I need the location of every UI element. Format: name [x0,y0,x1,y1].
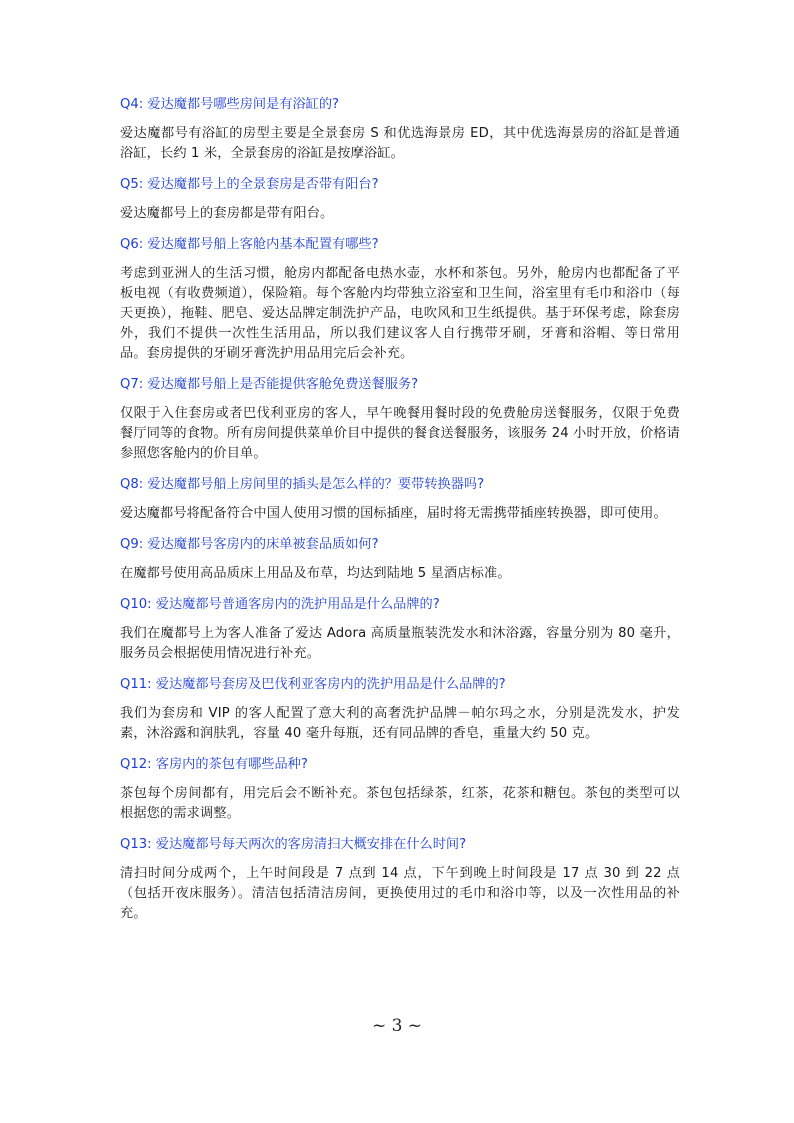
page-number: ~ 3 ~ [371,1016,423,1036]
faq-question: Q8: 爱达魔都号船上房间里的插头是怎么样的？要带转换器吗? [120,477,485,492]
faq-section [120,95,680,935]
faq-item-q4 [120,95,680,164]
faq-question: Q13: 爱达魔都号每天两次的客房清扫大概安排在什么时间? [120,837,467,852]
faq-question: Q4: 爱达魔都号哪些房间是有浴缸的? [120,97,340,112]
faq-item-q13 [120,835,680,924]
faq-answer: 考虑到亚洲人的生活习惯，舱房内都配备电热水壶，水杯和茶包。另外，舱房内也都配备了平板电视（有收费频道），保险箱。每个客舱内均带独立浴室和卫生间，浴室里有毛巾和浴巾（每天更换），拖鞋、肥皂、爱达品牌定制洗护产品，电吹风和卫生纸提供。基于环保考虑，除套房外，我们不提供一次性生活用品，所以我们建议客人自行携带牙刷，牙膏和浴帽、等日常用品。套房提供的牙刷牙膏洗护用品用完后会补充。 [120,266,680,361]
faq-answer: 清扫时间分成两个，上午时间段是 7 点到 14 点，下午到晚上时间段是 17 点 30 到 22 点（包括开夜床服务）。清洁包括清洁房间，更换使用过的毛巾和浴巾等，以及一次性用品的补充。 [120,866,680,921]
faq-question: Q5: 爱达魔都号上的全景套房是否带有阳台? [120,177,379,192]
faq-question: Q11: 爱达魔都号套房及巴伐利亚客房内的洗护用品是什么品牌的? [120,677,506,692]
faq-answer: 我们在魔都号上为客人准备了爱达 Adora 高质量瓶装洗发水和沐浴露，容量分别为 80 毫升，服务员会根据使用情况进行补充。 [120,626,680,661]
faq-question: Q12: 客房内的茶包有哪些品种? [120,757,308,772]
faq-answer: 爱达魔都号将配备符合中国人使用习惯的国标插座，届时将无需携带插座转换器，即可使用。 [120,506,667,521]
faq-question: Q9: 爱达魔都号客房内的床单被套品质如何? [120,537,379,552]
faq-item-q10 [120,595,680,664]
faq-item-q6 [120,235,680,364]
faq-answer: 爱达魔都号有浴缸的房型主要是全景套房 S 和优选海景房 ED，其中优选海景房的浴缸是普通浴缸，长约 1 米，全景套房的浴缸是按摩浴缸。 [120,126,680,161]
faq-item-q7 [120,375,680,464]
faq-answer: 爱达魔都号上的套房都是带有阳台。 [120,206,334,221]
faq-item-q11 [120,675,680,744]
faq-item-q9 [120,535,680,584]
faq-question: Q6: 爱达魔都号船上客舱内基本配置有哪些? [120,237,379,252]
faq-answer: 茶包每个房间都有，用完后会不断补充。茶包包括绿茶，红茶，花茶和糖包。茶包的类型可以根据您的需求调整。 [120,786,680,821]
faq-item-q8 [120,475,680,524]
faq-answer: 仅限于入住套房或者巴伐利亚房的客人，早午晚餐用餐时段的免费舱房送餐服务，仅限于免费餐厅同等的食物。所有房间提供菜单价目中提供的餐食送餐服务，该服务 24 小时开放，价格请参照您客舱内的价目单。 [120,406,680,461]
faq-answer: 我们为套房和 VIP 的客人配置了意大利的高奢洗护品牌－帕尔玛之水，分别是洗发水，护发素，沐浴露和润肤乳，容量 40 毫升每瓶，还有同品牌的香皂，重量大约 50 克。 [120,706,680,741]
faq-item-q5 [120,175,680,224]
faq-answer: 在魔都号使用高品质床上用品及布草，均达到陆地 5 星酒店标准。 [120,566,511,581]
faq-question: Q10: 爱达魔都号普通客房内的洗护用品是什么品牌的? [120,597,440,612]
faq-item-q12 [120,755,680,824]
faq-question: Q7: 爱达魔都号船上是否能提供客舱免费送餐服务? [120,377,419,392]
